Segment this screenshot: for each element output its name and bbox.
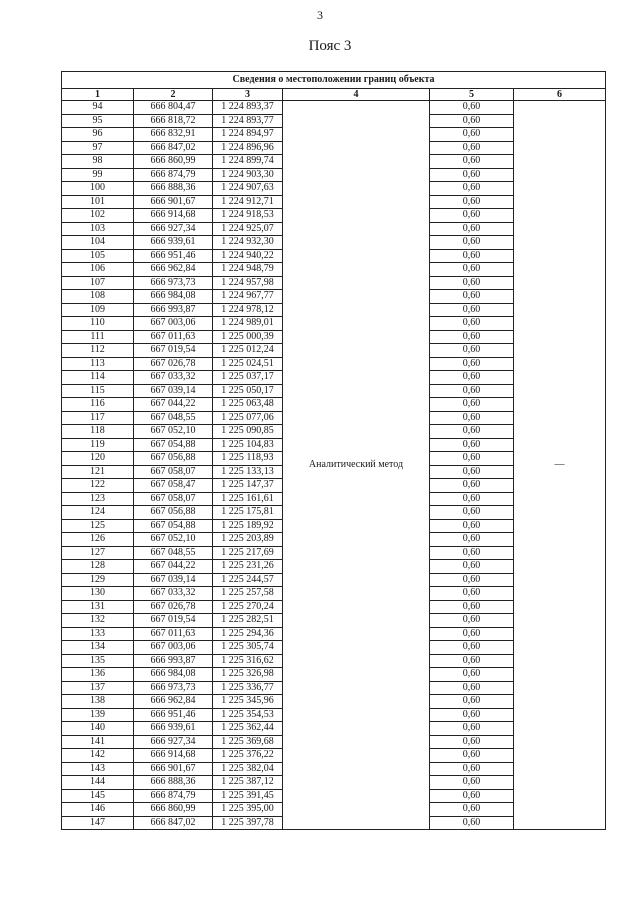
- x-coordinate-cell: 666 847,02: [134, 141, 213, 155]
- x-coordinate-cell: 666 832,91: [134, 128, 213, 142]
- y-coordinate-cell: 1 225 203,89: [213, 533, 283, 547]
- x-coordinate-cell: 666 888,36: [134, 182, 213, 196]
- accuracy-cell: 0,60: [430, 222, 514, 236]
- accuracy-cell: 0,60: [430, 195, 514, 209]
- point-number-cell: 147: [62, 816, 134, 830]
- point-number-cell: 145: [62, 789, 134, 803]
- page-number: 3: [317, 8, 323, 22]
- accuracy-cell: 0,60: [430, 303, 514, 317]
- accuracy-cell: 0,60: [430, 546, 514, 560]
- accuracy-cell: 0,60: [430, 276, 514, 290]
- point-number-cell: 126: [62, 533, 134, 547]
- point-number-cell: 102: [62, 209, 134, 223]
- y-coordinate-cell: 1 224 957,98: [213, 276, 283, 290]
- accuracy-cell: 0,60: [430, 803, 514, 817]
- point-number-cell: 139: [62, 708, 134, 722]
- x-coordinate-cell: 667 011,63: [134, 627, 213, 641]
- accuracy-cell: 0,60: [430, 587, 514, 601]
- point-number-cell: 129: [62, 573, 134, 587]
- column6-cell: —: [514, 101, 606, 830]
- point-number-cell: 123: [62, 492, 134, 506]
- y-coordinate-cell: 1 225 175,81: [213, 506, 283, 520]
- y-coordinate-cell: 1 224 932,30: [213, 236, 283, 250]
- y-coordinate-cell: 1 225 231,26: [213, 560, 283, 574]
- accuracy-cell: 0,60: [430, 519, 514, 533]
- point-number-cell: 118: [62, 425, 134, 439]
- x-coordinate-cell: 667 039,14: [134, 384, 213, 398]
- y-coordinate-cell: 1 225 104,83: [213, 438, 283, 452]
- x-coordinate-cell: 666 874,79: [134, 789, 213, 803]
- y-coordinate-cell: 1 224 978,12: [213, 303, 283, 317]
- point-number-cell: 134: [62, 641, 134, 655]
- x-coordinate-cell: 667 033,32: [134, 371, 213, 385]
- x-coordinate-cell: 666 818,72: [134, 114, 213, 128]
- y-coordinate-cell: 1 224 907,63: [213, 182, 283, 196]
- y-coordinate-cell: 1 225 161,61: [213, 492, 283, 506]
- accuracy-cell: 0,60: [430, 141, 514, 155]
- point-number-cell: 97: [62, 141, 134, 155]
- column-number: 2: [134, 89, 213, 101]
- point-number-cell: 142: [62, 749, 134, 763]
- y-coordinate-cell: 1 225 037,17: [213, 371, 283, 385]
- point-number-cell: 124: [62, 506, 134, 520]
- table-caption: Сведения о местоположении границ объекта: [62, 72, 606, 89]
- x-coordinate-cell: 667 056,88: [134, 506, 213, 520]
- point-number-cell: 132: [62, 614, 134, 628]
- y-coordinate-cell: 1 224 894,97: [213, 128, 283, 142]
- y-coordinate-cell: 1 225 257,58: [213, 587, 283, 601]
- accuracy-cell: 0,60: [430, 357, 514, 371]
- table-body: [62, 101, 606, 830]
- accuracy-cell: 0,60: [430, 479, 514, 493]
- y-coordinate-cell: 1 224 912,71: [213, 195, 283, 209]
- y-coordinate-cell: 1 225 244,57: [213, 573, 283, 587]
- column-number: 4: [283, 89, 430, 101]
- y-coordinate-cell: 1 224 925,07: [213, 222, 283, 236]
- y-coordinate-cell: 1 225 000,39: [213, 330, 283, 344]
- y-coordinate-cell: 1 224 989,01: [213, 317, 283, 331]
- y-coordinate-cell: 1 225 354,53: [213, 708, 283, 722]
- y-coordinate-cell: 1 225 382,04: [213, 762, 283, 776]
- x-coordinate-cell: 666 993,87: [134, 654, 213, 668]
- point-number-cell: 116: [62, 398, 134, 412]
- accuracy-cell: 0,60: [430, 317, 514, 331]
- x-coordinate-cell: 666 984,08: [134, 668, 213, 682]
- point-number-cell: 130: [62, 587, 134, 601]
- y-coordinate-cell: 1 225 387,12: [213, 776, 283, 790]
- accuracy-cell: 0,60: [430, 398, 514, 412]
- point-number-cell: 117: [62, 411, 134, 425]
- y-coordinate-cell: 1 225 397,78: [213, 816, 283, 830]
- point-number-cell: 111: [62, 330, 134, 344]
- x-coordinate-cell: 666 951,46: [134, 708, 213, 722]
- x-coordinate-cell: 666 993,87: [134, 303, 213, 317]
- y-coordinate-cell: 1 225 294,36: [213, 627, 283, 641]
- accuracy-cell: 0,60: [430, 641, 514, 655]
- y-coordinate-cell: 1 225 090,85: [213, 425, 283, 439]
- x-coordinate-cell: 667 019,54: [134, 344, 213, 358]
- accuracy-cell: 0,60: [430, 789, 514, 803]
- x-coordinate-cell: 666 847,02: [134, 816, 213, 830]
- point-number-cell: 98: [62, 155, 134, 169]
- accuracy-cell: 0,60: [430, 438, 514, 452]
- y-coordinate-cell: 1 224 940,22: [213, 249, 283, 263]
- accuracy-cell: 0,60: [430, 465, 514, 479]
- x-coordinate-cell: 666 939,61: [134, 722, 213, 736]
- column-number: 5: [430, 89, 514, 101]
- accuracy-cell: 0,60: [430, 506, 514, 520]
- x-coordinate-cell: 667 019,54: [134, 614, 213, 628]
- x-coordinate-cell: 667 044,22: [134, 560, 213, 574]
- point-number-cell: 108: [62, 290, 134, 304]
- point-number-cell: 100: [62, 182, 134, 196]
- point-number-cell: 125: [62, 519, 134, 533]
- point-number-cell: 113: [62, 357, 134, 371]
- x-coordinate-cell: 667 039,14: [134, 573, 213, 587]
- x-coordinate-cell: 666 914,68: [134, 209, 213, 223]
- point-number-cell: 140: [62, 722, 134, 736]
- x-coordinate-cell: 666 951,46: [134, 249, 213, 263]
- x-coordinate-cell: 667 056,88: [134, 452, 213, 466]
- point-number-cell: 136: [62, 668, 134, 682]
- y-coordinate-cell: 1 225 316,62: [213, 654, 283, 668]
- x-coordinate-cell: 667 003,06: [134, 641, 213, 655]
- point-number-cell: 103: [62, 222, 134, 236]
- y-coordinate-cell: 1 224 918,53: [213, 209, 283, 223]
- x-coordinate-cell: 666 973,73: [134, 681, 213, 695]
- point-number-cell: 131: [62, 600, 134, 614]
- point-number-cell: 112: [62, 344, 134, 358]
- x-coordinate-cell: 667 052,10: [134, 425, 213, 439]
- accuracy-cell: 0,60: [430, 627, 514, 641]
- x-coordinate-cell: 666 860,99: [134, 155, 213, 169]
- accuracy-cell: 0,60: [430, 573, 514, 587]
- point-number-cell: 122: [62, 479, 134, 493]
- point-number-cell: 137: [62, 681, 134, 695]
- point-number-cell: 143: [62, 762, 134, 776]
- point-number-cell: 114: [62, 371, 134, 385]
- column-number: 6: [514, 89, 606, 101]
- y-coordinate-cell: 1 225 362,44: [213, 722, 283, 736]
- point-number-cell: 95: [62, 114, 134, 128]
- accuracy-cell: 0,60: [430, 182, 514, 196]
- x-coordinate-cell: 667 011,63: [134, 330, 213, 344]
- y-coordinate-cell: 1 225 376,22: [213, 749, 283, 763]
- accuracy-cell: 0,60: [430, 708, 514, 722]
- x-coordinate-cell: 666 804,47: [134, 101, 213, 115]
- y-coordinate-cell: 1 225 282,51: [213, 614, 283, 628]
- accuracy-cell: 0,60: [430, 384, 514, 398]
- y-coordinate-cell: 1 225 118,93: [213, 452, 283, 466]
- x-coordinate-cell: 667 048,55: [134, 546, 213, 560]
- point-number-cell: 127: [62, 546, 134, 560]
- x-coordinate-cell: 666 901,67: [134, 762, 213, 776]
- accuracy-cell: 0,60: [430, 816, 514, 830]
- x-coordinate-cell: 667 058,07: [134, 465, 213, 479]
- y-coordinate-cell: 1 224 903,30: [213, 168, 283, 182]
- y-coordinate-cell: 1 225 270,24: [213, 600, 283, 614]
- accuracy-cell: 0,60: [430, 762, 514, 776]
- y-coordinate-cell: 1 225 391,45: [213, 789, 283, 803]
- point-number-cell: 107: [62, 276, 134, 290]
- x-coordinate-cell: 667 054,88: [134, 519, 213, 533]
- accuracy-cell: 0,60: [430, 668, 514, 682]
- accuracy-cell: 0,60: [430, 411, 514, 425]
- y-coordinate-cell: 1 225 133,13: [213, 465, 283, 479]
- y-coordinate-cell: 1 224 948,79: [213, 263, 283, 277]
- x-coordinate-cell: 666 860,99: [134, 803, 213, 817]
- accuracy-cell: 0,60: [430, 695, 514, 709]
- accuracy-cell: 0,60: [430, 749, 514, 763]
- accuracy-cell: 0,60: [430, 249, 514, 263]
- x-coordinate-cell: 667 058,07: [134, 492, 213, 506]
- y-coordinate-cell: 1 224 899,74: [213, 155, 283, 169]
- y-coordinate-cell: 1 225 077,06: [213, 411, 283, 425]
- y-coordinate-cell: 1 225 189,92: [213, 519, 283, 533]
- point-number-cell: 104: [62, 236, 134, 250]
- point-number-cell: 144: [62, 776, 134, 790]
- accuracy-cell: 0,60: [430, 654, 514, 668]
- accuracy-cell: 0,60: [430, 533, 514, 547]
- x-coordinate-cell: 667 033,32: [134, 587, 213, 601]
- x-coordinate-cell: 666 888,36: [134, 776, 213, 790]
- x-coordinate-cell: 667 048,55: [134, 411, 213, 425]
- accuracy-cell: 0,60: [430, 371, 514, 385]
- page-title: Пояс 3: [308, 38, 352, 54]
- x-coordinate-cell: 666 939,61: [134, 236, 213, 250]
- accuracy-cell: 0,60: [430, 425, 514, 439]
- accuracy-cell: 0,60: [430, 560, 514, 574]
- point-number-cell: 106: [62, 263, 134, 277]
- y-coordinate-cell: 1 225 369,68: [213, 735, 283, 749]
- y-coordinate-cell: 1 225 345,96: [213, 695, 283, 709]
- accuracy-cell: 0,60: [430, 114, 514, 128]
- point-number-cell: 99: [62, 168, 134, 182]
- accuracy-cell: 0,60: [430, 236, 514, 250]
- accuracy-cell: 0,60: [430, 722, 514, 736]
- point-number-cell: 146: [62, 803, 134, 817]
- x-coordinate-cell: 667 054,88: [134, 438, 213, 452]
- x-coordinate-cell: 667 026,78: [134, 357, 213, 371]
- accuracy-cell: 0,60: [430, 452, 514, 466]
- x-coordinate-cell: 667 058,47: [134, 479, 213, 493]
- point-number-cell: 135: [62, 654, 134, 668]
- x-coordinate-cell: 666 962,84: [134, 263, 213, 277]
- x-coordinate-cell: 666 901,67: [134, 195, 213, 209]
- accuracy-cell: 0,60: [430, 735, 514, 749]
- point-number-cell: 128: [62, 560, 134, 574]
- x-coordinate-cell: 666 984,08: [134, 290, 213, 304]
- point-number-cell: 121: [62, 465, 134, 479]
- column-number: 3: [213, 89, 283, 101]
- y-coordinate-cell: 1 225 147,37: [213, 479, 283, 493]
- accuracy-cell: 0,60: [430, 263, 514, 277]
- accuracy-cell: 0,60: [430, 128, 514, 142]
- column-number: 1: [62, 89, 134, 101]
- point-number-cell: 94: [62, 101, 134, 115]
- x-coordinate-cell: 667 052,10: [134, 533, 213, 547]
- point-number-cell: 115: [62, 384, 134, 398]
- point-number-cell: 120: [62, 452, 134, 466]
- y-coordinate-cell: 1 225 050,17: [213, 384, 283, 398]
- point-number-cell: 119: [62, 438, 134, 452]
- point-number-cell: 110: [62, 317, 134, 331]
- accuracy-cell: 0,60: [430, 330, 514, 344]
- x-coordinate-cell: 666 962,84: [134, 695, 213, 709]
- point-number-cell: 138: [62, 695, 134, 709]
- point-number-cell: 96: [62, 128, 134, 142]
- x-coordinate-cell: 666 927,34: [134, 222, 213, 236]
- y-coordinate-cell: 1 225 024,51: [213, 357, 283, 371]
- x-coordinate-cell: 666 914,68: [134, 749, 213, 763]
- x-coordinate-cell: 666 874,79: [134, 168, 213, 182]
- accuracy-cell: 0,60: [430, 492, 514, 506]
- y-coordinate-cell: 1 225 063,48: [213, 398, 283, 412]
- accuracy-cell: 0,60: [430, 600, 514, 614]
- accuracy-cell: 0,60: [430, 776, 514, 790]
- point-number-cell: 105: [62, 249, 134, 263]
- x-coordinate-cell: 666 973,73: [134, 276, 213, 290]
- accuracy-cell: 0,60: [430, 209, 514, 223]
- accuracy-cell: 0,60: [430, 155, 514, 169]
- y-coordinate-cell: 1 225 012,24: [213, 344, 283, 358]
- point-number-cell: 101: [62, 195, 134, 209]
- accuracy-cell: 0,60: [430, 168, 514, 182]
- point-number-cell: 141: [62, 735, 134, 749]
- y-coordinate-cell: 1 225 395,00: [213, 803, 283, 817]
- method-cell: Аналитический метод: [283, 101, 430, 830]
- y-coordinate-cell: 1 224 896,96: [213, 141, 283, 155]
- y-coordinate-cell: 1 225 336,77: [213, 681, 283, 695]
- accuracy-cell: 0,60: [430, 290, 514, 304]
- x-coordinate-cell: 666 927,34: [134, 735, 213, 749]
- point-number-cell: 133: [62, 627, 134, 641]
- y-coordinate-cell: 1 224 893,37: [213, 101, 283, 115]
- accuracy-cell: 0,60: [430, 101, 514, 115]
- accuracy-cell: 0,60: [430, 344, 514, 358]
- point-number-cell: 109: [62, 303, 134, 317]
- accuracy-cell: 0,60: [430, 681, 514, 695]
- x-coordinate-cell: 667 003,06: [134, 317, 213, 331]
- y-coordinate-cell: 1 225 326,98: [213, 668, 283, 682]
- column-number-row: [62, 89, 606, 101]
- boundary-table: [61, 71, 606, 830]
- x-coordinate-cell: 667 026,78: [134, 600, 213, 614]
- x-coordinate-cell: 667 044,22: [134, 398, 213, 412]
- y-coordinate-cell: 1 225 305,74: [213, 641, 283, 655]
- table-row: [62, 101, 606, 115]
- accuracy-cell: 0,60: [430, 614, 514, 628]
- y-coordinate-cell: 1 224 967,77: [213, 290, 283, 304]
- y-coordinate-cell: 1 224 893,77: [213, 114, 283, 128]
- y-coordinate-cell: 1 225 217,69: [213, 546, 283, 560]
